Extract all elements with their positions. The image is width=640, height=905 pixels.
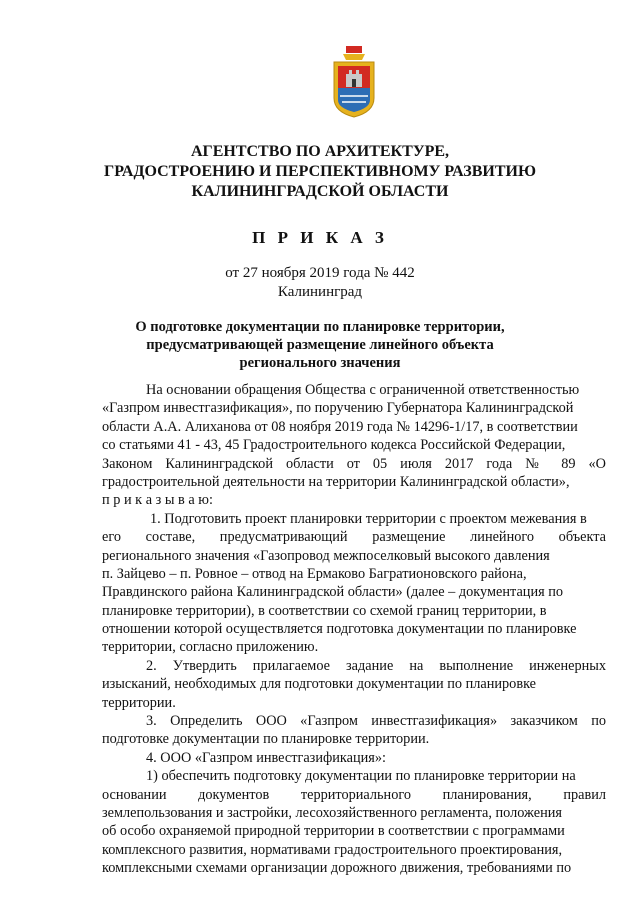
body-line: комплексного развития, нормативами градостроительного проектирования, [102,841,563,858]
agency-name [0,142,640,202]
body-line: п р и к а з ы в а ю: [102,492,213,509]
date-block [0,264,640,302]
body-line: об особо охраняемой природной территории в соответствии с программами [102,823,565,840]
body-line: 2. Утвердить прилагаемое задание на выполнение инженерных [146,657,606,674]
body-line: комплексными схемами организации дорожного движения, требованиями по [102,860,572,877]
body-line: На основании обращения Общества с ограниченной ответственностью [146,382,580,398]
body-line: территории. [102,694,176,711]
body-line: отношении которой осуществляется подготовка документации по планировке [102,621,577,638]
body-line: 3. Определить ООО «Газпром инвестгазификация» заказчиком по [146,713,606,730]
body-line: Законом Калининградской области от 05 июля 2017 года № 89 «О [102,455,606,472]
document-type: П Р И К А З [252,228,388,247]
subject-line: регионального значения [239,355,401,371]
order-subject [0,318,640,372]
body-line: п. Зайцево – п. Ровное – отвод на Ермаково Багратионовского района, [102,565,527,582]
body-line: основании документов территориального планирования, правил [102,786,606,803]
body-line: области А.А. Алиханова от 08 ноября 2019 года № 14296-1/17, в соответствии [102,418,578,435]
order-body [102,381,606,878]
subject-line: О подготовке документации по планировке территории, [135,319,505,335]
body-line: изысканий, необходимых для подготовки документации по планировке [102,676,537,693]
agency-line: КАЛИНИНГРАДСКОЙ ОБЛАСТИ [191,183,449,200]
agency-line: АГЕНТСТВО ПО АРХИТЕКТУРЕ, [190,143,450,160]
body-line: подготовке документации по планировке территории. [102,731,430,748]
date-number: от 27 ноября 2019 года № 442 [225,265,415,281]
city: Калининград [277,284,363,300]
body-line: землепользования и застройки, лесохозяйственного регламента, положения [102,804,562,821]
body-line: «Газпром инвестгазификация», по поручению Губернатора Калининградской [102,400,574,417]
body-line: со статьями 41 - 43, 45 Градостроительного кодекса Российской Федерации, [102,437,566,454]
agency-line: ГРАДОСТРОЕНИЮ И ПЕРСПЕКТИВНОМУ РАЗВИТИЮ [104,163,536,180]
subject-line: предусматривающей размещение линейного объекта [146,337,494,353]
body-line: 4. ООО «Газпром инвестгазификация»: [146,749,386,766]
body-line: 1) обеспечить подготовку документации по планировке территории на [146,768,576,785]
body-line: регионального значения «Газопровод межпоселковый высокого давления [102,547,550,564]
body-line: градостроительной деятельности на территории Калининградской области», [102,473,570,490]
body-line: территории, согласно приложению. [102,639,319,656]
body-line: Правдинского района Калининградской области» (далее – документация по [102,584,564,601]
body-line: 1. Подготовить проект планировки территории с проектом межевания в [150,510,587,527]
kaliningrad-coat-of-arms-icon [328,46,380,118]
body-line: его составе, предусматривающий размещение линейного объекта [102,529,606,546]
body-line: планировке территории), в соответствии со схемой границ территории, в [102,602,547,619]
